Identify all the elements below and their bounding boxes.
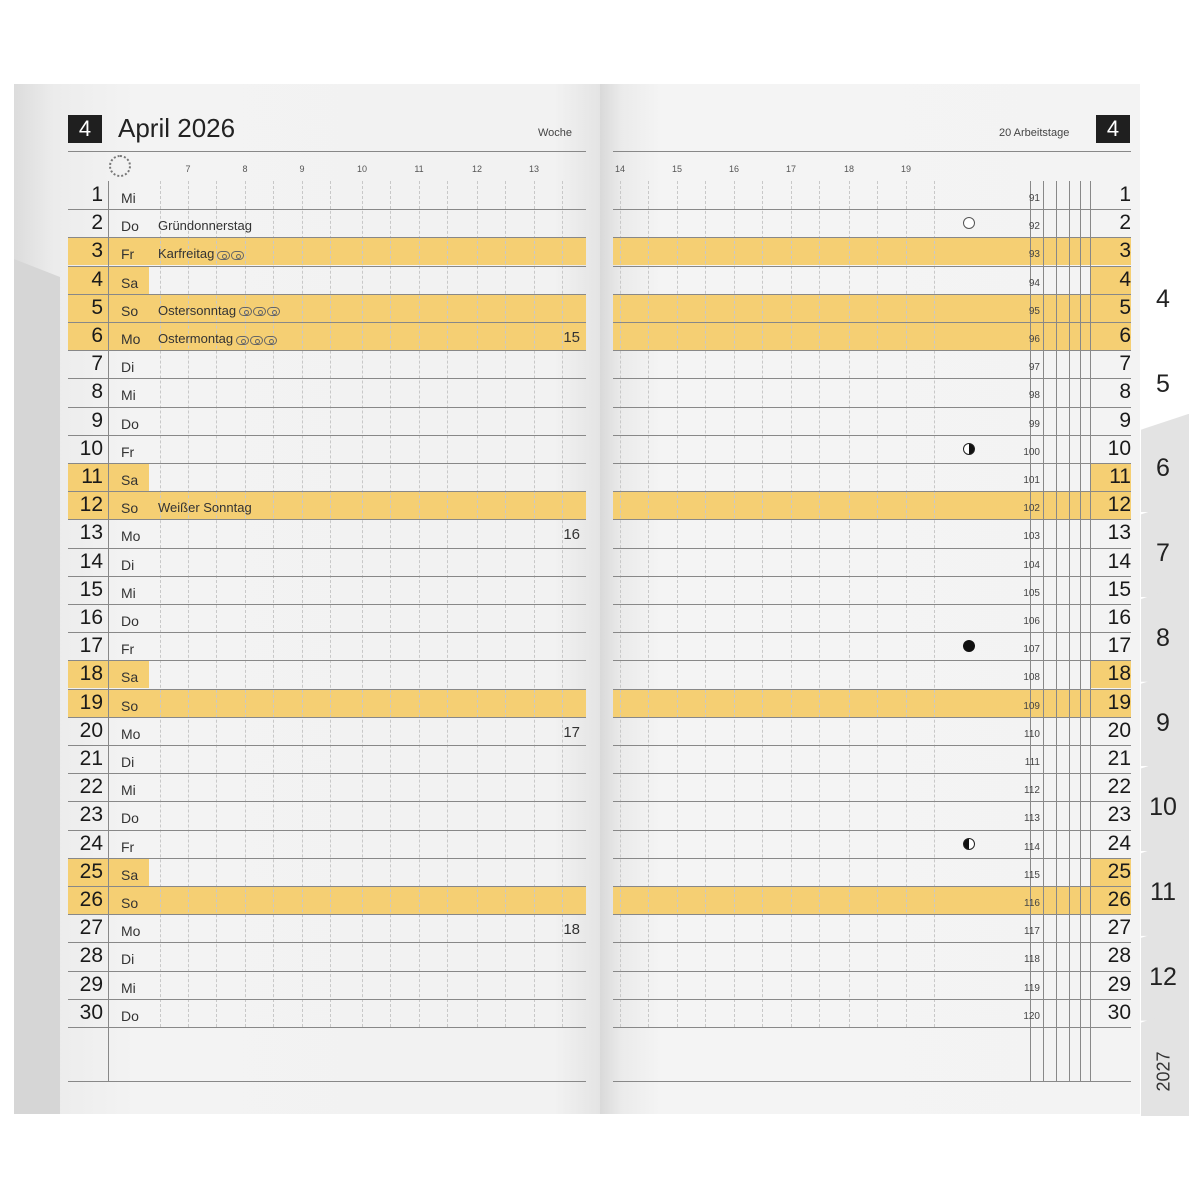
day-number: 14	[79, 549, 103, 573]
hour-label: 12	[471, 164, 482, 174]
day-number: 7	[91, 352, 103, 376]
month-tab-5[interactable]: 5	[1156, 369, 1170, 398]
day-row[interactable]	[68, 576, 586, 604]
day-row[interactable]	[68, 858, 586, 886]
weekday-label: Sa	[121, 669, 139, 686]
day-number-right: 26	[1107, 888, 1131, 911]
row-rule	[613, 1081, 1131, 1082]
day-number: 28	[79, 944, 103, 968]
day-number: 25	[79, 859, 103, 883]
hour-label: 16	[728, 164, 739, 174]
hour-label: 10	[356, 164, 367, 174]
weekday-label: Do	[121, 415, 139, 432]
day-number-right: 7	[1119, 352, 1131, 376]
day-number-right: 16	[1107, 606, 1131, 629]
day-number: 20	[79, 718, 103, 742]
day-number-right: 28	[1107, 944, 1131, 968]
day-row[interactable]	[68, 435, 586, 463]
region-icon	[217, 251, 230, 260]
page-title: April 2026	[118, 113, 236, 143]
weekday-label: Do	[121, 810, 139, 827]
day-row-right[interactable]	[613, 971, 1131, 999]
day-number: 17	[79, 634, 103, 658]
day-row-right[interactable]	[613, 407, 1131, 435]
day-of-year: 91	[1028, 193, 1040, 204]
day-number: 1	[91, 183, 103, 206]
week-label: Woche	[538, 127, 573, 139]
day-row[interactable]	[68, 999, 586, 1027]
day-row[interactable]	[68, 830, 586, 858]
day-row[interactable]	[68, 322, 586, 350]
weekday-label: Sa	[121, 274, 139, 291]
day-row[interactable]	[68, 378, 586, 406]
day-row[interactable]	[68, 407, 586, 435]
day-of-year: 95	[1028, 305, 1040, 317]
day-row-right[interactable]	[613, 942, 1131, 970]
day-row[interactable]	[68, 181, 586, 209]
weekday-label: Mo	[121, 528, 141, 545]
region-icon	[250, 336, 263, 345]
header-rule-left	[68, 151, 586, 152]
day-row-right[interactable]	[613, 801, 1131, 829]
weekday-label: Mi	[121, 979, 136, 996]
day-of-year: 116	[1024, 898, 1040, 909]
weekday-label: Fr	[121, 443, 135, 460]
hour-label: 17	[785, 164, 796, 174]
day-number-right: 30	[1107, 1000, 1131, 1024]
day-number: 13	[79, 521, 103, 545]
day-number: 26	[79, 888, 103, 911]
day-number-right: 10	[1107, 436, 1131, 460]
month-tab-9[interactable]: 9	[1156, 708, 1170, 737]
weekday-label: Mi	[121, 584, 136, 601]
weekday-label: Mo	[121, 331, 141, 347]
weekday-label: Mi	[121, 387, 136, 404]
day-row-right[interactable]	[613, 548, 1131, 576]
day-of-year: 105	[1023, 587, 1040, 599]
day-of-year: 117	[1024, 926, 1040, 938]
day-of-year: 111	[1024, 757, 1040, 768]
day-row-right[interactable]	[613, 660, 1131, 688]
day-number-right: 2	[1119, 211, 1131, 235]
day-number: 15	[79, 577, 103, 601]
week-number: 17	[563, 723, 580, 741]
day-of-year: 108	[1023, 672, 1040, 684]
day-number: 19	[79, 690, 103, 714]
day-row[interactable]	[68, 886, 586, 914]
day-row-right[interactable]	[613, 350, 1131, 378]
weekday-label: Di	[121, 359, 135, 376]
day-number: 21	[79, 747, 103, 770]
day-row[interactable]	[68, 717, 586, 745]
day-number-right: 18	[1107, 662, 1131, 686]
hour-label: 13	[528, 164, 539, 174]
row-rule	[68, 1081, 586, 1082]
day-number-right: 27	[1107, 916, 1131, 940]
day-number-right: 6	[1119, 324, 1131, 347]
row-rule	[68, 1027, 586, 1028]
day-row[interactable]	[68, 914, 586, 942]
day-of-year: 92	[1028, 221, 1040, 233]
year-tab-label: 2027	[1153, 1050, 1174, 1092]
day-of-year: 109	[1023, 700, 1040, 712]
day-row[interactable]	[68, 660, 586, 688]
day-of-year: 107	[1023, 644, 1040, 656]
day-number-right: 4	[1119, 267, 1131, 291]
day-row[interactable]	[68, 519, 586, 547]
month-tab-11[interactable]: 11	[1150, 877, 1176, 906]
day-row[interactable]	[68, 491, 586, 519]
region-icon	[264, 336, 277, 345]
week-number: 15	[563, 329, 580, 346]
header-rule-right	[613, 151, 1131, 152]
day-row-right[interactable]	[613, 773, 1131, 801]
day-number-right: 20	[1107, 718, 1131, 742]
day-row-right[interactable]	[613, 576, 1131, 604]
day-number-right: 29	[1107, 972, 1131, 996]
day-of-year: 97	[1028, 362, 1040, 374]
day-of-year: 99	[1028, 418, 1040, 430]
day-number: 5	[91, 295, 103, 319]
day-number-right: 3	[1119, 239, 1131, 263]
region-icon	[267, 307, 280, 316]
hour-label: 8	[242, 164, 248, 174]
day-row-right[interactable]	[613, 463, 1131, 491]
day-number: 27	[79, 916, 103, 940]
day-of-year: 118	[1024, 954, 1040, 966]
day-number: 22	[79, 775, 103, 799]
month-tab-4[interactable]: 4	[1156, 285, 1170, 313]
weekday-label: Mo	[121, 725, 141, 742]
weekday-label: Sa	[121, 472, 139, 488]
holiday-name: Gründonnerstag	[158, 218, 252, 234]
day-of-year: 113	[1024, 813, 1040, 825]
day-row[interactable]	[68, 604, 586, 632]
day-row-right[interactable]	[613, 717, 1131, 745]
day-row-right[interactable]	[613, 491, 1131, 519]
day-number: 24	[79, 831, 103, 855]
day-of-year: 94	[1028, 277, 1040, 289]
weekday-label: Di	[121, 754, 135, 770]
day-row-right[interactable]	[613, 294, 1131, 322]
day-of-year: 110	[1024, 728, 1040, 740]
day-row-right[interactable]	[613, 209, 1131, 237]
day-number: 30	[79, 1000, 103, 1024]
day-number: 12	[79, 493, 103, 517]
weekday-label: Fr	[121, 246, 135, 263]
weekday-label: So	[121, 302, 139, 319]
day-of-year: 115	[1024, 869, 1040, 881]
cover-flap	[14, 259, 60, 1114]
day-row-right[interactable]	[613, 858, 1131, 886]
month-tab-8[interactable]: 8	[1156, 623, 1170, 652]
month-number-box-right: 4	[1096, 115, 1130, 143]
month-tab-6[interactable]: 6	[1156, 454, 1170, 483]
weekday-label: Mi	[121, 190, 136, 206]
day-row[interactable]	[68, 942, 586, 970]
weekday-label: Mo	[121, 923, 141, 940]
weekday-label: Fr	[121, 641, 135, 658]
day-row[interactable]	[68, 266, 586, 294]
day-row-right[interactable]	[613, 181, 1131, 209]
day-number: 9	[91, 408, 103, 432]
day-number-right: 14	[1107, 549, 1131, 573]
day-of-year: 114	[1024, 841, 1040, 853]
day-row-right[interactable]	[613, 519, 1131, 547]
day-number-right: 9	[1119, 408, 1131, 432]
day-row[interactable]	[68, 689, 586, 717]
day-of-year: 103	[1023, 531, 1040, 543]
hour-label: 19	[900, 164, 911, 174]
weekday-label: Do	[121, 1007, 139, 1024]
region-icon	[236, 336, 249, 345]
region-icon	[239, 307, 252, 316]
day-number-right: 19	[1107, 690, 1131, 714]
row-rule	[613, 1027, 1131, 1028]
day-of-year: 101	[1023, 475, 1040, 486]
weekday-label: Di	[121, 951, 135, 968]
month-tab-12[interactable]: 12	[1149, 962, 1177, 991]
day-number-right: 12	[1107, 493, 1131, 517]
weekday-label: So	[121, 895, 139, 911]
day-row-right[interactable]	[613, 266, 1131, 294]
day-number-right: 17	[1107, 634, 1131, 658]
day-of-year: 102	[1023, 503, 1040, 515]
day-of-year: 106	[1023, 616, 1040, 627]
day-number: 4	[91, 267, 103, 291]
day-number: 3	[91, 239, 103, 263]
day-number: 2	[91, 211, 103, 235]
day-row-right[interactable]	[613, 322, 1131, 350]
month-tab-10[interactable]: 10	[1149, 793, 1177, 822]
day-row[interactable]	[68, 463, 586, 491]
day-row[interactable]	[68, 971, 586, 999]
day-number-right: 8	[1119, 380, 1131, 404]
day-row[interactable]	[68, 745, 586, 773]
day-number: 29	[79, 972, 103, 996]
day-number-right: 15	[1107, 577, 1131, 601]
weekday-label: Di	[121, 556, 135, 573]
day-number-right: 25	[1107, 859, 1131, 883]
day-number: 8	[91, 380, 103, 404]
day-row-right[interactable]	[613, 914, 1131, 942]
day-row[interactable]	[68, 548, 586, 576]
weekday-label: So	[121, 697, 139, 714]
holiday-name: Karfreitag	[158, 246, 215, 262]
day-row-right[interactable]	[613, 689, 1131, 717]
day-of-year: 98	[1028, 390, 1040, 402]
day-of-year: 120	[1023, 1010, 1040, 1022]
holiday-name: Weißer Sonntag	[158, 500, 252, 516]
region-icon	[231, 251, 244, 260]
day-number-right: 24	[1107, 831, 1131, 855]
day-number: 16	[79, 606, 103, 629]
day-row[interactable]	[68, 773, 586, 801]
day-row-right[interactable]	[613, 237, 1131, 265]
day-number-right: 11	[1109, 465, 1131, 488]
last-quarter-icon	[963, 443, 975, 455]
day-row[interactable]	[68, 801, 586, 829]
hour-label: 15	[671, 164, 682, 174]
holiday-name: Ostermontag	[158, 331, 234, 346]
day-number: 23	[79, 803, 103, 827]
hour-label: 18	[843, 164, 854, 174]
day-row-right[interactable]	[613, 830, 1131, 858]
day-row-right[interactable]	[613, 604, 1131, 632]
day-number-right: 21	[1107, 747, 1131, 770]
week-number: 16	[563, 526, 580, 544]
day-number-right: 13	[1107, 521, 1131, 545]
month-number-box: 4	[68, 115, 102, 143]
day-number-right: 23	[1107, 803, 1131, 827]
day-row[interactable]	[68, 632, 586, 660]
day-row-right[interactable]	[613, 999, 1131, 1027]
hour-label: 7	[185, 164, 191, 174]
weekday-label: So	[121, 500, 139, 517]
day-number: 6	[91, 324, 103, 347]
day-row-right[interactable]	[613, 378, 1131, 406]
weekday-label: Do	[121, 613, 139, 629]
day-row[interactable]	[68, 294, 586, 322]
day-of-year: 100	[1023, 446, 1040, 458]
weekday-label: Mi	[121, 782, 136, 799]
day-row-right[interactable]	[613, 745, 1131, 773]
hour-label: 14	[614, 164, 625, 174]
week-number: 18	[563, 921, 580, 939]
day-number: 11	[81, 465, 103, 488]
day-of-year: 96	[1028, 334, 1040, 345]
day-number-right: 5	[1119, 295, 1131, 319]
day-row[interactable]	[68, 350, 586, 378]
day-row-right[interactable]	[613, 435, 1131, 463]
month-tab-7[interactable]: 7	[1156, 539, 1170, 568]
hour-label: 9	[299, 164, 305, 174]
day-number: 18	[79, 662, 103, 686]
holiday-name: Ostersonntag	[158, 302, 237, 318]
year-tab[interactable]	[1146, 1045, 1182, 1097]
weekday-label: Sa	[121, 866, 139, 883]
day-number-right: 22	[1107, 775, 1131, 799]
sunrise-icon	[109, 155, 131, 177]
day-row[interactable]	[68, 237, 586, 265]
day-of-year: 112	[1024, 785, 1040, 797]
day-of-year: 93	[1028, 249, 1040, 261]
day-row[interactable]	[68, 209, 586, 237]
day-of-year: 104	[1023, 559, 1040, 571]
day-number: 10	[79, 436, 103, 460]
day-row-right[interactable]	[613, 632, 1131, 660]
day-row-right[interactable]	[613, 886, 1131, 914]
weekday-label: Do	[121, 218, 139, 235]
hour-label: 11	[414, 164, 424, 174]
day-number-right: 1	[1119, 183, 1131, 206]
region-icon	[253, 307, 266, 316]
day-of-year: 119	[1024, 982, 1040, 994]
weekday-label: Fr	[121, 838, 135, 855]
first-quarter-icon	[963, 838, 975, 850]
workdays-label: 20 Arbeitstage	[999, 127, 1070, 139]
